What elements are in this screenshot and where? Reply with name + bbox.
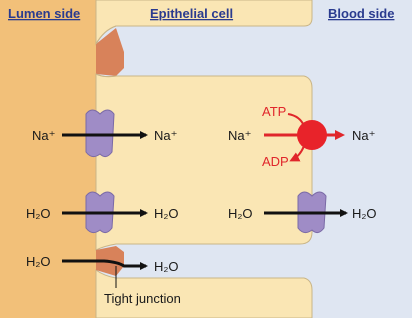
h2o-cell-label: H₂O [154, 206, 179, 221]
na-lumen-label: Na⁺ [32, 128, 56, 143]
atp-label: ATP [262, 104, 287, 119]
tight-junction-label: Tight junction [104, 291, 181, 306]
na-channel [86, 110, 114, 157]
na-cell-label: Na⁺ [154, 128, 178, 143]
h2o-lumen-label-2: H₂O [26, 254, 51, 269]
adp-label: ADP [262, 154, 289, 169]
na-k-pump [297, 120, 327, 150]
header-lumen-side: Lumen side [8, 6, 81, 21]
header-blood-side: Blood side [328, 6, 395, 21]
na-blood-label: Na⁺ [352, 128, 376, 143]
lumen-side-region [0, 0, 96, 318]
na-pump-input-label: Na⁺ [228, 128, 252, 143]
h2o-blood-label: H₂O [352, 206, 377, 221]
header-epithelial-cell: Epithelial cell [150, 6, 234, 21]
h2o-paracellular-label: H₂O [154, 259, 179, 274]
h2o-lumen-label-1: H₂O [26, 206, 51, 221]
h2o-cell-out-label: H₂O [228, 206, 253, 221]
